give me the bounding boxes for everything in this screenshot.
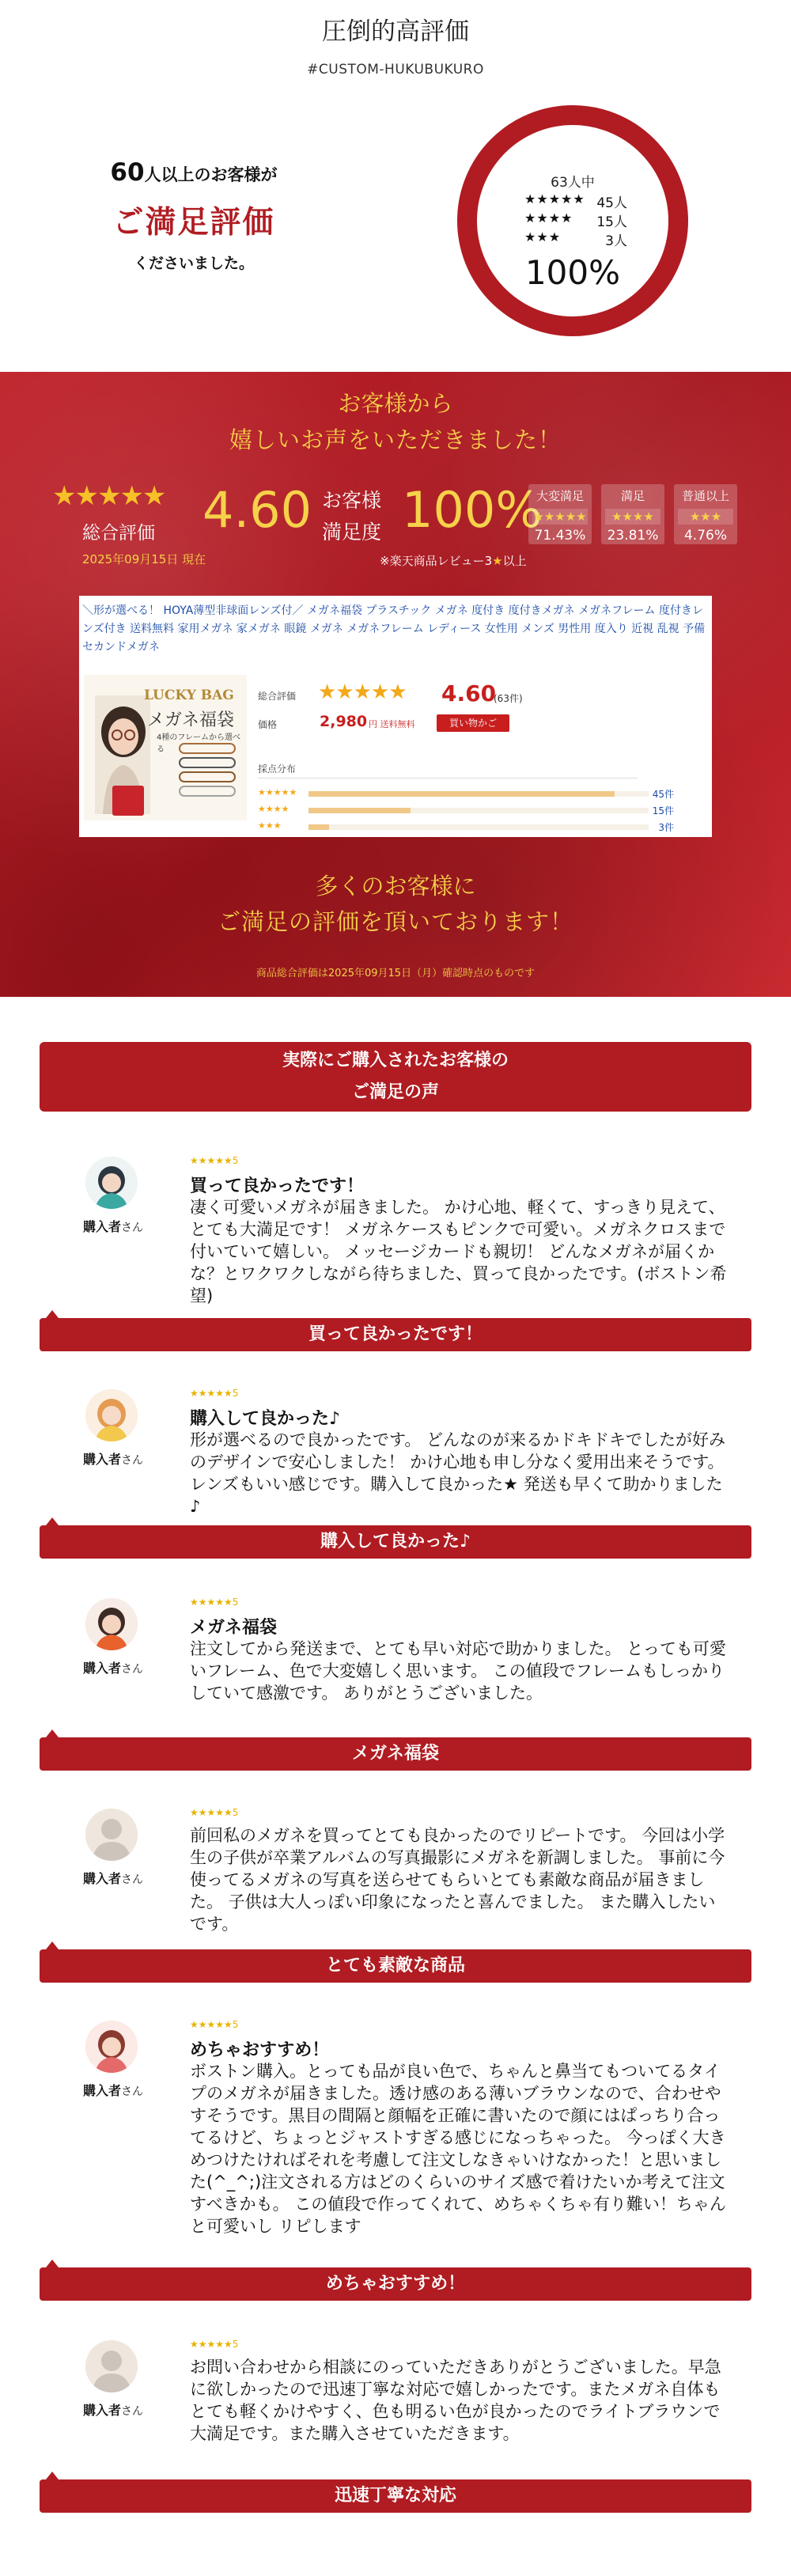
banner-footer-1: 多くのお客様に	[315, 873, 476, 900]
note-text: 以上	[502, 554, 527, 568]
box-title: 大変満足	[536, 489, 584, 503]
avatar	[85, 1389, 138, 1441]
ring-row-5	[524, 191, 627, 209]
star-icons: ★★★★★	[258, 787, 297, 797]
count-link[interactable]: 3件	[658, 822, 674, 833]
review-title: 買って良かったです！	[190, 1176, 365, 1196]
review-stars: ★★★★★5	[190, 1388, 239, 1399]
overall-score: 4.60	[202, 481, 312, 539]
star-icons: ★★★★★	[533, 510, 587, 524]
review-title: 購入して良かった♪	[190, 1409, 341, 1429]
avatar	[85, 1157, 138, 1209]
price-label: 価格	[258, 719, 278, 730]
avatar	[85, 1598, 138, 1650]
ring-count: 3人	[605, 233, 627, 249]
satisfaction-percent: 100%	[402, 481, 543, 539]
rating-score: 4.60	[441, 680, 497, 707]
banner-heading-2: 嬉しいお声をいただきました！	[229, 426, 562, 453]
star-icons: ★★★	[678, 509, 733, 525]
glasses-icon	[179, 743, 236, 754]
voices-heading	[40, 1042, 751, 1112]
breakdown-box	[674, 484, 737, 544]
box-percent: 4.76%	[683, 528, 727, 544]
count-link[interactable]: 15件	[652, 805, 674, 816]
add-to-cart-button[interactable]: 買い物かご	[437, 714, 509, 732]
user-avatar-icon	[85, 2340, 138, 2392]
avatar	[85, 2340, 138, 2392]
product-brand: LUCKY BAG	[144, 688, 234, 703]
star-icons: ★★★★★	[524, 191, 585, 206]
lead-number: 60	[110, 158, 145, 187]
distribution-row	[258, 820, 732, 833]
reviewer-label: 購入者	[82, 1219, 121, 1234]
bar-fill	[308, 824, 329, 830]
review-title: めちゃおすすめ！	[190, 2040, 330, 2060]
box-title: 普通以上	[681, 489, 729, 503]
product-name: メガネ福袋	[147, 710, 235, 730]
glasses-icon	[179, 757, 236, 768]
breakdown-box	[528, 484, 592, 544]
satisfaction-label	[322, 485, 381, 548]
lead-end: くださいました。	[133, 255, 254, 272]
customer-voice-banner	[0, 372, 791, 997]
lead-line: 人以上のお客様が	[144, 165, 278, 184]
star-icons: ★★★★	[258, 804, 290, 814]
box-title: 満足	[620, 489, 645, 503]
banner-footer-2: ご満足の評価を頂いております！	[217, 908, 573, 935]
product-image[interactable]	[84, 675, 247, 820]
glasses-icon	[179, 786, 236, 797]
star-icons: ★★★★★	[318, 680, 407, 704]
rating-summary-section	[0, 0, 791, 372]
star-icons: ★★★★	[605, 509, 660, 525]
avatar	[85, 1809, 138, 1861]
review-body: ボストン購入。とっても品が良い色で、ちゃんと鼻当てもついてるタイプのメガネが届きました。透け感のある薄いブラウンなので、合わせやすそうです。黒目の間隔と顔幅を正確に書いたので顔にはぱっちり合ってるけど、ちょっとジャストすぎる感じになっちゃった。 今っぽく大きめつけたければそれを考慮して注文しなきゃいけなかった！と思いました(^_^;)注文される方はどのくらいのサイズ感で着けたいか考えて注文すべきかも。 この値段で作ってくれて、めちゃくちゃ有り難い！ちゃんと可愛いし リピします	[190, 2062, 726, 2236]
honorific: さん	[121, 1663, 143, 1676]
review-note	[380, 552, 527, 569]
ring-percent: 100%	[524, 253, 621, 292]
star-icons: ★★★★★	[52, 480, 165, 512]
distribution-row	[258, 804, 732, 816]
rating-breakdown	[528, 484, 742, 544]
star-icons: ★★★	[524, 229, 562, 244]
review-body: 注文してから発送まで、とても早い対応で助かりました。 とっても可愛いフレーム、色で大変嬉しく思います。 この値段でフレームもしっかりしていて感激です。 ありがとうございました。	[190, 1639, 726, 1703]
section-title: 圧倒的高評価	[322, 17, 469, 46]
lead-highlight: ご満足評価	[112, 205, 275, 241]
rating-ring	[457, 105, 688, 336]
honorific: さん	[121, 2405, 143, 2418]
ring-count: 15人	[596, 214, 627, 230]
honorific: さん	[121, 1454, 143, 1467]
reviewer-name	[78, 1869, 149, 1887]
review-body: 形が選べるので良かったです。 どんなのが来るかドキドキでしたが好みのデザインで安心しました！ かけ心地も申し分なく愛用出来そうです。 レンズもいい感じです。購入して良かった★ 発送も早くて助かりました♪	[190, 1430, 725, 1516]
shopping-bag-icon	[112, 786, 144, 816]
ring-count: 45人	[596, 195, 627, 211]
ring-total: 63人中	[551, 175, 595, 191]
satisfaction-line-1: お客様	[322, 489, 382, 512]
reviewer-label: 購入者	[82, 1871, 121, 1886]
bar-fill	[308, 808, 411, 813]
box-percent: 71.43%	[534, 528, 586, 544]
overall-label: 総合評価	[82, 523, 155, 544]
voices-heading-line-1: 実際にご購入されたお客様の	[282, 1051, 509, 1070]
honorific: さん	[121, 2085, 143, 2098]
review-body: お問い合わせから相談にのっていただきありがとうございました。早急に欲しかったので迅速丁寧な対応で嬉しかったです。またメガネ自体もとても軽くかけやすく、色も明るい色が良かったのでライトブラウンで大満足です。また購入させていただきます。	[190, 2358, 721, 2443]
review-body: 凄く可愛いメガネが届きました。 かけ心地、軽くて、すっきり見えて、とても大満足です！ メガネケースもピンクで可愛い。メガネクロスまで付いていて嬉しい。 メッセージカードも親切！ どんなメガネが届くかな？とワクワクしながら待ちました、買って良かったです。(ボストン希望)	[190, 1198, 727, 1305]
star-icons: ★★★	[258, 820, 282, 831]
review-stars: ★★★★★5	[190, 2019, 239, 2030]
lead-text	[75, 158, 312, 273]
reviewer-name	[78, 1658, 149, 1676]
reviewer-name	[78, 1449, 149, 1468]
user-avatar-icon	[85, 1598, 138, 1650]
reviewer-name	[78, 1217, 149, 1235]
satisfaction-line-2: 満足度	[322, 521, 382, 544]
reviewer-name	[78, 2400, 149, 2419]
review-stars: ★★★★★5	[190, 2339, 239, 2350]
as-of-date: 2025年09月15日 現在	[82, 552, 206, 566]
distribution-row	[258, 787, 732, 800]
distribution-title: 採点分布	[258, 763, 297, 775]
reviewer-label: 購入者	[82, 2403, 121, 2418]
star-icons: ★★★★	[524, 210, 573, 225]
breakdown-box	[601, 484, 664, 544]
count-link[interactable]: 45件	[652, 789, 674, 800]
voices-heading-line-2: ご満足の声	[351, 1082, 439, 1102]
reviewer-label: 購入者	[82, 2083, 121, 2098]
bar-track	[308, 824, 649, 830]
ring-row-3	[524, 229, 627, 247]
product-subtitle: 4種のフレームから選べる	[157, 733, 240, 754]
banner-footnote: 商品総合評価は2025年09月15日（月）確認時点のものです	[255, 968, 536, 979]
banner-heading-1: お客様から	[338, 390, 453, 417]
bar-fill	[308, 791, 615, 797]
user-avatar-icon	[85, 1389, 138, 1441]
star-icon: ★	[492, 554, 503, 568]
price-unit: 円 送料無料	[369, 719, 415, 729]
review-title: メガネ福袋	[190, 1618, 278, 1638]
avatar	[85, 2021, 138, 2073]
review-stars: ★★★★★5	[190, 1155, 239, 1166]
reviewer-name	[78, 2081, 149, 2099]
rating-count[interactable]: (63件)	[494, 693, 523, 704]
reviewer-label: 購入者	[82, 1661, 121, 1676]
review-stars: ★★★★★5	[190, 1807, 239, 1818]
ring-row-4	[524, 210, 627, 228]
user-avatar-icon	[85, 1157, 138, 1209]
glasses-icon	[179, 771, 236, 782]
honorific: さん	[121, 1222, 143, 1234]
hashtag: #CUSTOM-HUKUBUKURO	[307, 62, 484, 78]
review-footer-banner: めちゃおすすめ！	[40, 2267, 751, 2301]
honorific: さん	[121, 1873, 143, 1886]
review-footer-banner: 買って良かったです！	[40, 1318, 751, 1351]
user-avatar-icon	[85, 1809, 138, 1861]
rating-label: 総合評価	[258, 691, 297, 702]
review-body: 前回私のメガネを買ってとても良かったのでリピートです。 今回は小学生の子供が卒業アルバムの写真撮影にメガネを新調しました。 事前に今使ってるメガネの写真を送らせてもらいとても素敵な商品が届きました。 子供は大人っぽい印象になったと喜んでました。 また購入したいです。	[190, 1826, 725, 1934]
review-stars: ★★★★★5	[190, 1597, 239, 1608]
review-footer-banner: 購入して良かった♪	[40, 1525, 751, 1559]
review-footer-banner: メガネ福袋	[40, 1737, 751, 1771]
product-review-card	[79, 596, 712, 837]
note-text: ※楽天商品レビュー3	[380, 554, 493, 568]
review-footer-banner: とても素敵な商品	[40, 1949, 751, 1983]
price: 2,980	[320, 713, 368, 730]
box-percent: 23.81%	[607, 528, 659, 544]
reviewer-label: 購入者	[82, 1452, 121, 1467]
user-avatar-icon	[85, 2021, 138, 2073]
review-footer-banner: 迅速丁寧な対応	[40, 2479, 751, 2513]
product-link[interactable]: ＼形が選べる！ HOYA薄型非球面レンズ付／ メガネ福袋 プラスチック メガネ 度付き 度付きメガネ メガネフレーム 度付きレンズ付き 送料無料 家用メガネ 家メガネ 眼鏡 メガネ メガネフレーム レディース 女性用 メンズ 男性用 度入り 近視 乱視 予備 セカンドメガネ	[82, 604, 706, 653]
